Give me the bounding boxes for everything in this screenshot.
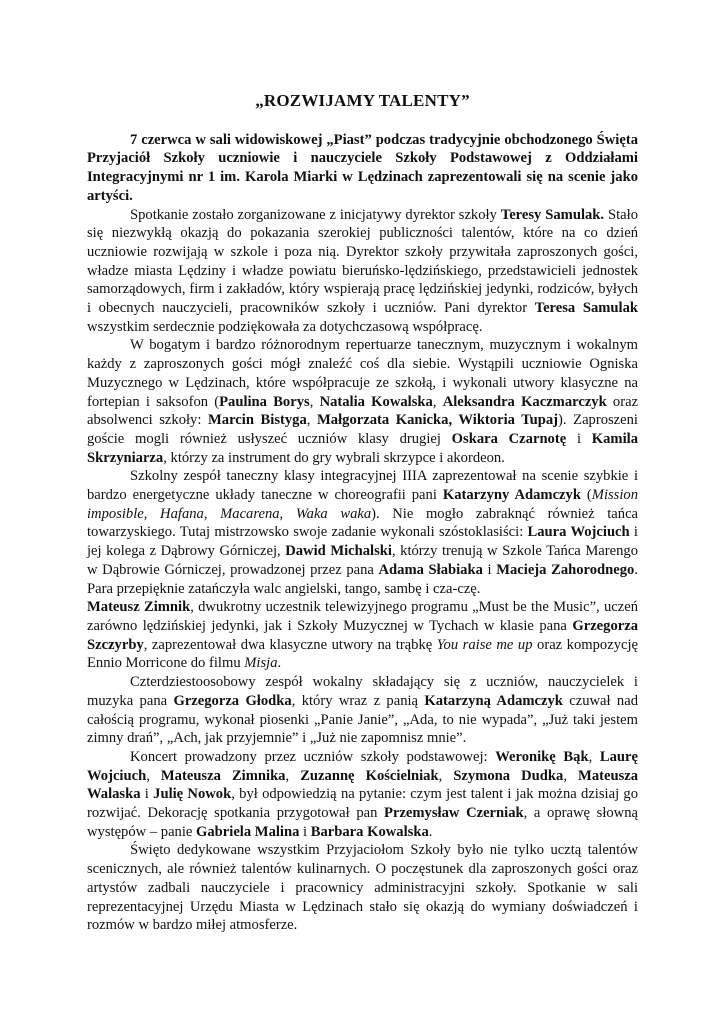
document-title: „ROZWIJAMY TALENTY” [255,91,470,110]
bold-name-text: Szymona Dudka [453,767,564,784]
bold-name-text: Marcin Bistyga [208,412,307,429]
body-text: , [279,505,296,522]
bold-name-text: Grzegorza Głodka [173,692,292,709]
italic-title-text: Macarena [220,505,280,522]
paragraph-p7 [87,841,638,935]
body-text: Spotkanie zostało zorganizowane z inicjatywy dyrektor szkoły [130,206,501,223]
body-text: . [428,823,433,840]
paragraph-p2 [87,336,638,467]
body-text: i [482,561,497,578]
bold-name-text: Mateusz Zimnik [87,599,191,616]
bold-name-text: Zuzannę Kościelniak [300,767,439,784]
bold-name-text: Teresy Samulak. [500,206,605,223]
bold-name-text: Małgorzata Kanicka, Wiktoria Tupaj [317,412,559,429]
body-text: , a oprawę słowną występów – panie [87,805,638,840]
bold-name-text: Aleksandra Kaczmarczyk [442,393,607,410]
document-body [87,131,638,935]
bold-name-text: Julię Nowok [153,786,232,803]
body-text: ). Nie mogło zabraknąć również tańca towarzyskiego. Tutaj mistrzowsko swoje zadanie wykonali szóstoklasiści: [87,505,639,541]
body-text: Święto dedykowane wszystkim Przyjaciołom Szkoły było nie tylko ucztą talentów scenicznych, ale również talentów kulinarnych. O poczęstunek dla zaproszonych gości oraz artystów zadbali nauczyciele i pracownicy administracyjni szkoły. Spotkanie w sali reprezentacyjnej Urzędu Miasta w Lędzinach stało się okazją do wymiany doświadczeń i rozmów w bardzo miłej atmosferze. [87,842,638,934]
bold-name-text: Teresa Samulak [534,300,638,317]
bold-name-text: Dawid Michalski [285,543,392,560]
body-text: Czterdziestoosobowy zespół wokalny składający się z uczniów, nauczycielek i muzyka pana [87,674,638,709]
body-text: i [140,786,154,803]
body-text: , dwukrotny uczestnik telewizyjnego programu „Must be the Music”, uczeń zarówno lędzińskiej jedynki, jak i Szkoły Muzycznej w Tychach w klasie pana [87,599,639,634]
body-text: 7 czerwca w sali widowiskowej „Piast” podczas tradycyjnie obchodzonego Święta Przyjaciół Szkoły uczniowie i nauczyciele Szkoły Podstawowej z Oddziałami Integracyjnymi nr 1 im. Karola Miarki w Lędzinach zaprezentowali się na scenie jako artyści. [87,131,638,204]
body-text: oraz absolwenci szkoły: [87,393,639,429]
body-text: Stało się niezwykłą okazją do pokazania szerokiej publiczności talentów, które na co dzień uczniowie rozwijają w szkole i poza nią. Dyrektor szkoły przywitała zaproszonych gości, władze miasta Lędziny i władze powiatu bieruńsko-lędzińskiego, przedstawicieli jednostek samorządowych, firm i zakładów, który wspierają pracę lędzińskiej jedynki, rodziców, byłych i obecnych nauczycieli, pracowników szkoły i uczniów. Pani dyrektor [87,206,638,317]
body-text: , który wraz z panią [291,692,425,709]
body-text: , zaprezentował dwa klasyczne utwory na trąbkę [143,636,437,653]
paragraph-p1 [87,206,638,337]
body-text: ( [580,487,592,504]
body-text: W bogatym i bardzo różnorodnym repertuarze tanecznym, muzycznym i wokalnym każdy z zaproszonych gości mógł znaleźć coś dla siebie. Wystąpili uczniowie Ogniska Muzycznego w Lędzinach, które współpracuje ze szkołą, i wykonali utwory klasyczne na fortepian i saksofon ( [87,337,638,410]
body-text: , [306,412,318,429]
bold-name-text: Natalia Kowalska [319,393,433,410]
body-text: , [432,393,443,410]
paragraph-p3 [87,467,638,598]
body-text: , którzy za instrument do gry wybrali skrzypce i akordeon. [163,449,505,466]
body-text: ). Zaproszeni goście mogli również usłyszeć uczniów klasy drugiej [87,412,638,447]
bold-name-text: Barbara Kowalska [310,823,429,840]
bold-name-text: Gabriela Malina [196,823,300,840]
body-text: , [588,748,600,765]
body-text: , [309,393,320,410]
body-text: Szkolny zespół taneczny klasy integracyjnej IIIA zaprezentował na scenie szybkie i bardzo energetyczne układy taneczne w choreografii pani [87,468,638,504]
bold-name-text: Paulina Borys [219,393,310,410]
bold-name-text: Laurę Wojciuch [87,748,638,784]
body-text: , [563,767,579,784]
body-text: czuwał nad całością programu, wykonał piosenki „Panie Janie”, „Ada, to nie wypada”, „Już taki jestem zimny drań”, „Ach, jak przyjemnie” i „Już nie zapomnisz mnie”. [87,692,638,747]
body-text: . Para przepięknie zatańczyła walc angielski, tango, sambę i cza-czę. [87,561,638,597]
body-text: , którzy trenują w Szkole Tańca Marengo w Dąbrowie Górniczej, prowadzonej przez pana [87,543,639,578]
italic-title-text: Mission imposible [87,487,638,522]
body-text: i [299,823,311,840]
paragraph-p5 [87,673,638,748]
body-text: , [203,505,221,522]
body-text: , [143,505,161,522]
body-text: i [566,430,592,447]
italic-title-text: Misja [244,655,278,672]
bold-name-text: Przemysław Czerniak [384,805,524,822]
body-text: Koncert prowadzony przez uczniów szkoły podstawowej: [130,748,496,765]
bold-name-text: Laura Wojciuch [527,524,630,541]
bold-name-text: Kamila Skrzyniarza [87,430,638,466]
body-text: i jej kolega z Dąbrowy Górniczej, [87,524,638,560]
body-text: wszystkim serdecznie podziękowała za dotychczasową współpracę. [87,318,483,335]
body-text: , [438,767,454,784]
italic-title-text: Hafana [160,505,204,522]
body-text: , był odpowiedzią na pytanie: czym jest talent i jak można dzisiaj go rozwijać. Dekorację spotkania przygotował pan [87,786,639,822]
bold-name-text: Oskara Czarnotę [451,430,567,447]
bold-name-text: Mateusza Zimnika [160,767,286,784]
bold-name-text: Katarzyny Adamczyk [442,487,581,504]
italic-title-text: You raise me up [436,636,533,653]
bold-name-text: Weronikę Bąk [495,748,589,765]
paragraph-p4 [87,598,638,673]
bold-name-text: Mateusza Walaska [87,767,639,803]
bold-name-text: Katarzyną Adamczyk [424,692,563,709]
body-text: , [285,767,301,784]
bold-name-text: Adama Słabiaka [378,561,483,578]
bold-name-text: Grzegorza Szczyrby [87,617,638,653]
body-text: oraz kompozycję Ennio Morricone do filmu [87,636,638,672]
document-page [87,92,638,935]
paragraph-p6 [87,748,638,842]
bold-name-text: Macieja Zahorodnego [496,561,635,578]
italic-title-text: Waka waka [295,505,372,522]
body-text: , [146,767,161,784]
body-text: . [277,655,282,672]
paragraph-lead [87,131,638,206]
